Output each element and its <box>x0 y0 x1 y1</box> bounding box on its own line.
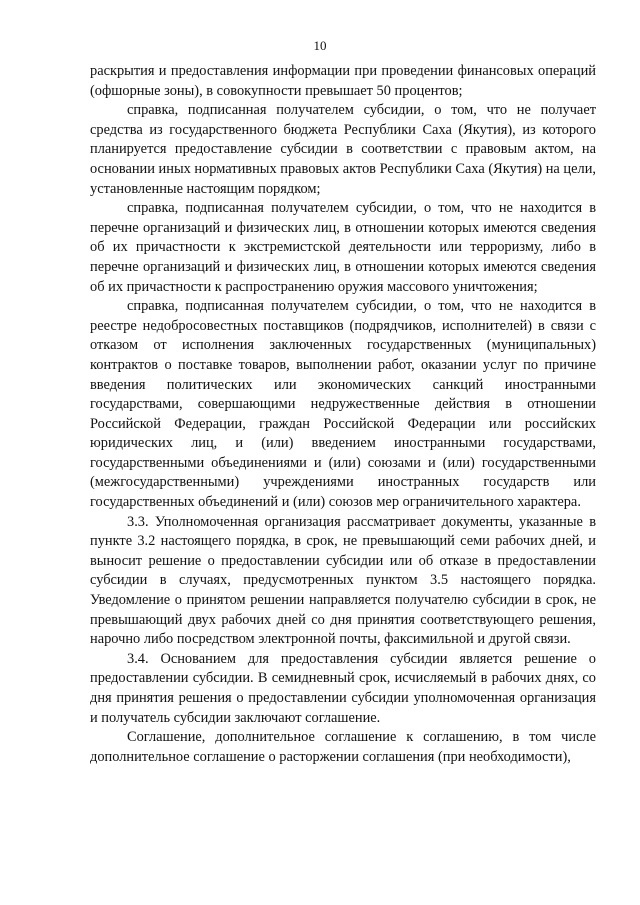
document-body <box>90 62 596 767</box>
paragraph-agreement: Соглашение, дополнительное соглашение к соглашению, в том числе дополнительное соглашение о расторжении соглашения (при необходимости), <box>90 729 596 765</box>
paragraph-certificate-no-budget-funds: справка, подписанная получателем субсидии, о том, что не получает средства из государственного бюджета Республики Саха (Якутия), из которого планируется предоставление субсидии в соответствии с правовым актом, на основании иных нормативных правовых актов Республики Саха (Якутия) на цели, установленные настоящим порядком; <box>90 102 596 197</box>
page-number: 10 <box>313 38 327 53</box>
paragraph-certificate-not-unfair-suppliers: справка, подписанная получателем субсидии, о том, что не находится в реестре недобросовестных поставщиков (подрядчиков, исполнителей) в связи с отказом от исполнения заключенных государственных (муниципальных) контрактов о поставке товаров, выполнении работ, оказании услуг по причине введения политических или экономических санкций иностранными государствами, совершающими недружественные действия в отношении Российской Федерации, граждан Российской Федерации или российских юридических лиц, и (или) введением иностранными государствами, государственными объединениями и (или) союзами и (или) государственными (межгосударственными) учреждениями иностранных государств или государственных объединений и (или) союзов мер ограничительного характера. <box>90 298 596 511</box>
paragraph-offshore-continuation: раскрытия и предоставления информации при проведении финансовых операций (офшорные зоны), в совокупности превышает 50 процентов; <box>90 63 596 99</box>
paragraph-clause-3-3: 3.3. Уполномоченная организация рассматривает документы, указанные в пункте 3.2 настоящего порядка, в срок, не превышающий семи рабочих дней, и выносит решение о предоставлении субсидии или об отказе в предоставлении субсидии в случаях, предусмотренных пунктом 3.5 настоящего порядка. Уведомление о принятом решении направляется получателю субсидии в срок, не превышающий двух рабочих дней со дня принятия соответствующего решения, нарочно либо посредством электронной почты, факсимильной и другой связи. <box>90 513 596 648</box>
paragraph-clause-3-4: 3.4. Основанием для предоставления субсидии является решение о предоставлении субсидии. В семидневный срок, исчисляемый в рабочих днях, со дня принятия решения о предоставлении субсидии уполномоченная организация и получатель субсидии заключают соглашение. <box>90 650 596 726</box>
paragraph-certificate-not-extremist-list: справка, подписанная получателем субсидии, о том, что не находится в перечне организаций и физических лиц, в отношении которых имеются сведения об их причастности к экстремистской деятельности или терроризму, либо в перечне организаций и физических лиц, в отношении которых имеются сведения об их причастности к распространению оружия массового уничтожения; <box>90 200 596 295</box>
